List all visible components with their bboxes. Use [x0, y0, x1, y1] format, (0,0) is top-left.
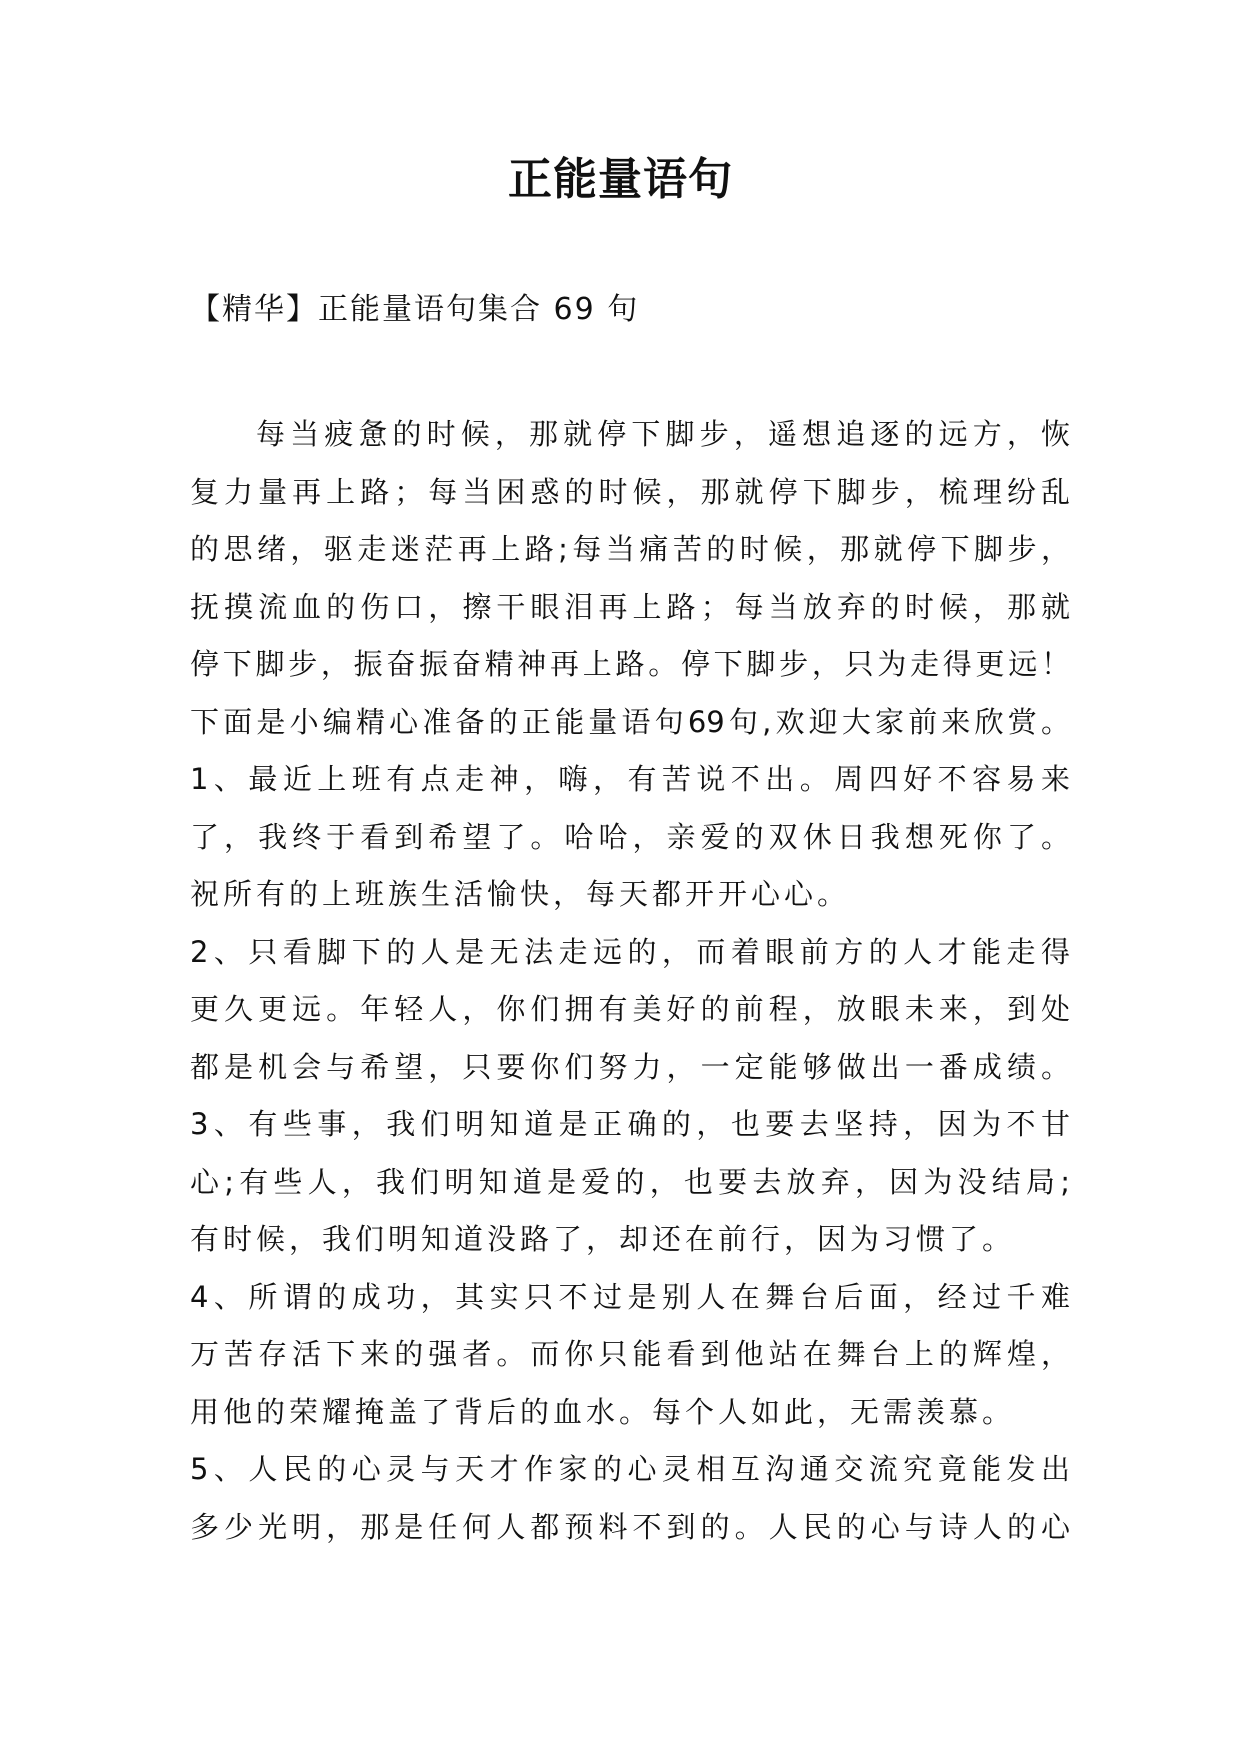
document-title: 正能量语句: [508, 154, 733, 205]
body-line: 祝所有的上班族生活愉快，每天都开开心心。: [190, 877, 851, 911]
body-line: 心;有些人，我们明知道是爱的，也要去放弃，因为没结局;: [190, 1164, 1070, 1199]
body-line: 停下脚步，振奋振奋精神再上路。停下脚步，只为走得更远！: [190, 647, 1070, 681]
document-body: [190, 406, 1070, 1556]
body-line: 万苦存活下来的强者。而你只能看到他站在舞台上的辉煌，: [190, 1337, 1070, 1371]
body-line: 每当疲惫的时候，那就停下脚步，遥想追逐的远方，恢: [256, 417, 1070, 451]
document-subtitle: 【精华】正能量语句集合 69 句: [190, 292, 640, 327]
body-line: 多少光明，那是任何人都预料不到的。人民的心与诗人的心: [190, 1509, 1070, 1544]
body-line: 有时候，我们明知道没路了，却还在前行，因为习惯了。: [190, 1222, 1016, 1256]
body-line: 下面是小编精心准备的正能量语句69句,欢迎大家前来欣赏。: [190, 704, 1070, 739]
body-line: 2、只看脚下的人是无法走远的，而着眼前方的人才能走得: [190, 934, 1070, 969]
body-line: 3、有些事，我们明知道是正确的，也要去坚持，因为不甘: [190, 1107, 1070, 1141]
body-line: 抚摸流血的伤口，擦干眼泪再上路；每当放弃的时候，那就: [190, 589, 1070, 624]
body-line: 的思绪，驱走迷茫再上路;每当痛苦的时候，那就停下脚步，: [190, 532, 1070, 566]
body-line: 了，我终于看到希望了。哈哈，亲爱的双休日我想死你了。: [190, 819, 1070, 854]
body-line: 4、所谓的成功，其实只不过是别人在舞台后面，经过千难: [190, 1279, 1070, 1314]
body-line: 用他的荣耀掩盖了背后的血水。每个人如此，无需羡慕。: [190, 1394, 1016, 1429]
body-line: 都是机会与希望，只要你们努力，一定能够做出一番成绩。: [190, 1049, 1070, 1084]
body-line: 更久更远。年轻人，你们拥有美好的前程，放眼未来，到处: [190, 992, 1070, 1026]
body-line: 1、最近上班有点走神，嗨，有苦说不出。周四好不容易来: [190, 762, 1070, 796]
body-line: 5、人民的心灵与天才作家的心灵相互沟通交流究竟能发出: [190, 1452, 1070, 1486]
body-line: 复力量再上路；每当困惑的时候，那就停下脚步，梳理纷乱: [190, 474, 1070, 509]
